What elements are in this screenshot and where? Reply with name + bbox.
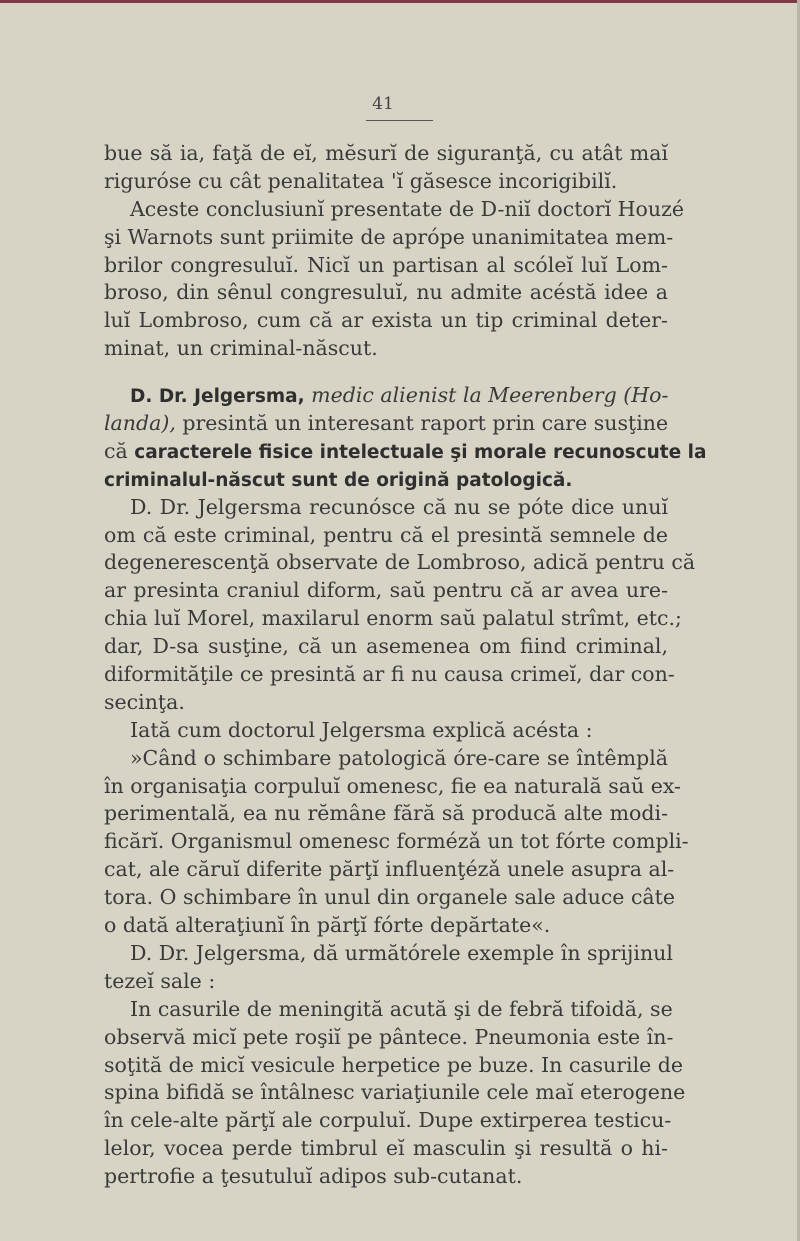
text-line: observă micĭ pete roşiĭ pe pântece. Pneumonia este în- bbox=[104, 1024, 674, 1049]
paragraph-4 bbox=[104, 494, 696, 717]
text-line: tezeĭ sale : bbox=[104, 968, 216, 993]
text-line: dar, D-sa susţine, că un asemenea om fiind criminal, bbox=[104, 634, 668, 659]
top-border bbox=[0, 0, 800, 3]
author-name: D. Dr. Jelgersma, bbox=[130, 386, 305, 408]
text-line: şi Warnots sunt priimite de aprópe unanimitatea mem- bbox=[104, 224, 674, 249]
text-line: ar presinta craniul diform, saŭ pentru că ar avea ure- bbox=[104, 578, 668, 603]
text-line: degenerescenţă observate de Lombroso, adică pentru că bbox=[104, 550, 696, 575]
text-line: soţită de micĭ vesicule herpetice pe buze. In casurile de bbox=[104, 1052, 684, 1077]
text-line: tora. O schimbare în unul din organele sale aduce câte bbox=[104, 885, 676, 910]
text-line: Iată cum doctorul Jelgersma explică acésta : bbox=[130, 717, 593, 742]
page-number: 41 bbox=[372, 94, 394, 114]
text-line: »Când o schimbare patologică óre-care se întêmplă bbox=[130, 745, 668, 770]
text-line: în organisaţia corpuluĭ omenesc, fie ea naturală saŭ ex- bbox=[104, 773, 681, 798]
thesis-bold: criminalul-născut sunt de origină patologică. bbox=[104, 469, 573, 491]
text-line: în cele-alte părţĭ ale corpuluĭ. Dupe extirperea testicu- bbox=[104, 1108, 672, 1133]
text-line: chia luĭ Morel, maxilarul enorm saŭ palatul strîmt, etc.; bbox=[104, 606, 682, 631]
text-line: riguróse cu cât penalitatea 'ĭ găsesce incorigibilĭ. bbox=[104, 168, 618, 193]
paragraph-6-quote bbox=[104, 745, 689, 940]
thesis-bold: caracterele fisice intelectuale şi morale recunoscute la bbox=[134, 441, 707, 463]
paragraph-7 bbox=[104, 940, 673, 996]
text-line: o dată alteraţiunĭ în părţĭ fórte depărtate«. bbox=[104, 913, 551, 938]
text-span: presintă un interesant raport prin care susţine bbox=[175, 411, 669, 436]
author-title: medic alienist la Meerenberg (Ho- bbox=[304, 383, 669, 408]
text-line: om că este criminal, pentru că el presintă semnele de bbox=[104, 522, 668, 547]
text-line: Aceste conclusiunĭ presentate de D-niĭ doctorĭ Houzé bbox=[130, 196, 685, 221]
paragraph-8 bbox=[104, 996, 686, 1191]
paragraph-gap bbox=[104, 363, 668, 382]
text-line: cat, ale căruĭ diferite părţĭ influenţézǎ unele asupra al- bbox=[104, 857, 675, 882]
body-text bbox=[104, 140, 707, 1191]
text-line bbox=[104, 410, 668, 438]
text-line: spina bifidă se întâlnesc variaţiunile cele maĭ eterogene bbox=[104, 1080, 686, 1105]
text-line bbox=[104, 438, 707, 466]
author-location: landa), bbox=[104, 411, 176, 436]
text-line: secinţa. bbox=[104, 689, 185, 714]
text-line: broso, din sênul congresuluĭ, nu admite acéstă idee a bbox=[104, 280, 668, 305]
text-line: brilor congresuluĭ. Nicĭ un partisan al scóleĭ luĭ Lom- bbox=[104, 252, 668, 277]
paragraph-2 bbox=[104, 196, 685, 363]
paragraph-1 bbox=[104, 140, 668, 196]
text-line: ficărĭ. Organismul omenesc formézǎ un tot fórte compli- bbox=[104, 829, 689, 854]
text-line bbox=[104, 466, 668, 494]
text-line: D. Dr. Jelgersma, dă următórele exemple în sprijinul bbox=[130, 940, 673, 965]
text-line: diformităţile ce presintă ar fi nu causa crimeĭ, dar con- bbox=[104, 662, 675, 687]
text-line bbox=[104, 382, 668, 410]
text-line: In casurile de meningită acută şi de febră tifoidă, se bbox=[130, 996, 673, 1021]
text-line: perimentală, ea nu rĕmâne fără să producă alte modi- bbox=[104, 801, 668, 826]
text-line: D. Dr. Jelgersma recunósce că nu se póte dice unuĭ bbox=[130, 494, 668, 519]
header-rule bbox=[366, 120, 433, 121]
text-line: lelor, vocea perde timbrul eĭ masculin şi resultă o hi- bbox=[104, 1136, 668, 1161]
text-span: că bbox=[104, 438, 135, 463]
paragraph-3 bbox=[104, 382, 707, 494]
text-line: minat, un criminal-născut. bbox=[104, 336, 378, 361]
text-line: bue să ia, faţă de eĭ, mĕsurĭ de siguranţă, cu atât maĭ bbox=[104, 141, 668, 165]
text-line: pertrofie a ţesutuluĭ adipos sub-cutanat. bbox=[104, 1164, 523, 1189]
paragraph-5 bbox=[104, 717, 668, 745]
text-line: luĭ Lombroso, cum că ar exista un tip criminal deter- bbox=[104, 308, 668, 333]
